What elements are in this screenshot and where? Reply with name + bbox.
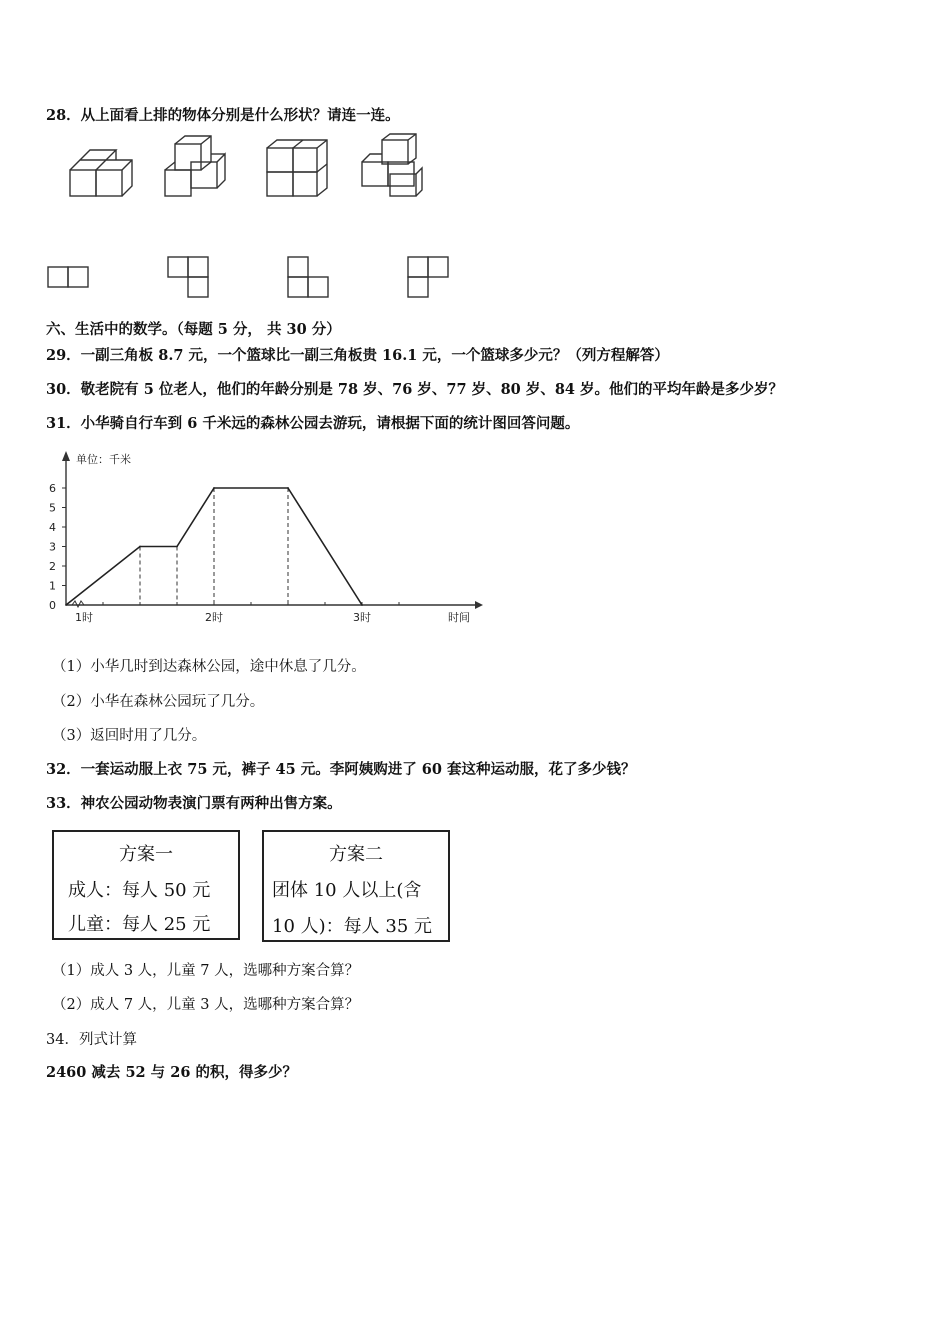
chart-x-axis-arrow [475,601,483,609]
chart-x-tick-label: 3时 [353,611,371,624]
top-view-option-3 [288,257,328,297]
chart-y-tick-label: 4 [49,521,56,534]
q33-sub1: （1）成人 3 人，儿童 7 人，选哪种方案合算？ [52,963,360,979]
block-figure-1 [70,150,132,196]
chart-y-tick-label: 5 [49,501,56,515]
plan-two-row1: 团体 10 人以上(含 [272,880,422,901]
q31-sub2: （2）小华在森林公园玩了几分。 [52,694,265,710]
q31-text: 31．小华骑自行车到 6 千米远的森林公园去游玩，请根据下面的统计图回答问题。 [46,415,580,432]
q29-text: 29．一副三角板 8.7 元，一个篮球比一副三角板贵 16.1 元，一个篮球多少元？（列方程解答） [46,347,669,364]
top-row-block-figures [60,132,440,207]
q28-text: 28．从上面看上排的物体分别是什么形状？请连一连。 [46,107,400,124]
block-figure-3 [267,140,327,196]
chart-x-tick-label: 1时 [75,611,93,624]
distance-time-chart [40,445,490,630]
plan-one-child: 儿童：每人 25 元 [68,914,211,935]
chart-point [176,546,178,548]
chart-y-axis-arrow [62,451,70,461]
chart-point [361,604,363,606]
chart-point [65,604,67,606]
chart-y-tick-label: 1 [49,579,56,593]
chart-point [287,487,289,489]
top-view-option-2 [168,257,208,297]
q34-problem: 2460 减去 52 与 26 的积，得多少？ [46,1064,297,1081]
block-figure-4 [362,134,422,196]
section6-heading: 六、生活中的数学。（每题 5 分， 共 30 分） [46,321,341,338]
chart-point [213,487,215,489]
q30-text: 30．敬老院有 5 位老人，他们的年龄分别是 78 岁、76 岁、77 岁、80 岁、84 岁。他们的平均年龄是多少岁？ [46,381,784,398]
chart-y-tick-label: 2 [49,560,56,573]
top-view-option-4 [408,257,448,297]
q31-sub1: （1）小华几时到达森林公园，途中休息了几分。 [52,659,366,675]
plan-one-box [52,830,240,940]
plan-two-box [262,830,450,942]
q31-sub3: （3）返回时用了几分。 [52,728,207,744]
q33-sub2: （2）成人 7 人，儿童 3 人，选哪种方案合算？ [52,997,360,1013]
plan-one-adult: 成人：每人 50 元 [68,880,211,901]
q32-text: 32．一套运动服上衣 75 元，裤子 45 元。李阿姨购进了 60 套这种运动服，花了多少钱？ [46,761,636,778]
chart-x-axis-label: 时间 [448,611,470,624]
chart-y-tick-label: 6 [49,482,56,495]
chart-x-tick-label: 2时 [205,611,223,624]
chart-axis-break [72,601,84,607]
plan-one-title: 方案一 [119,844,173,865]
chart-point [139,546,141,548]
q33-text: 33．神农公园动物表演门票有两种出售方案。 [46,795,342,812]
chart-y-tick-label: 3 [49,540,56,554]
block-figure-2 [165,136,225,196]
chart-y-tick-label: 0 [49,599,56,612]
plan-two-title: 方案二 [329,844,383,865]
chart-y-axis-label: 单位：千米 [76,453,131,466]
top-view-option-1 [48,267,88,287]
plan-two-row2: 10 人)：每人 35 元 [272,916,432,937]
top-view-options [40,255,460,305]
q34-text: 34．列式计算 [46,1032,137,1048]
